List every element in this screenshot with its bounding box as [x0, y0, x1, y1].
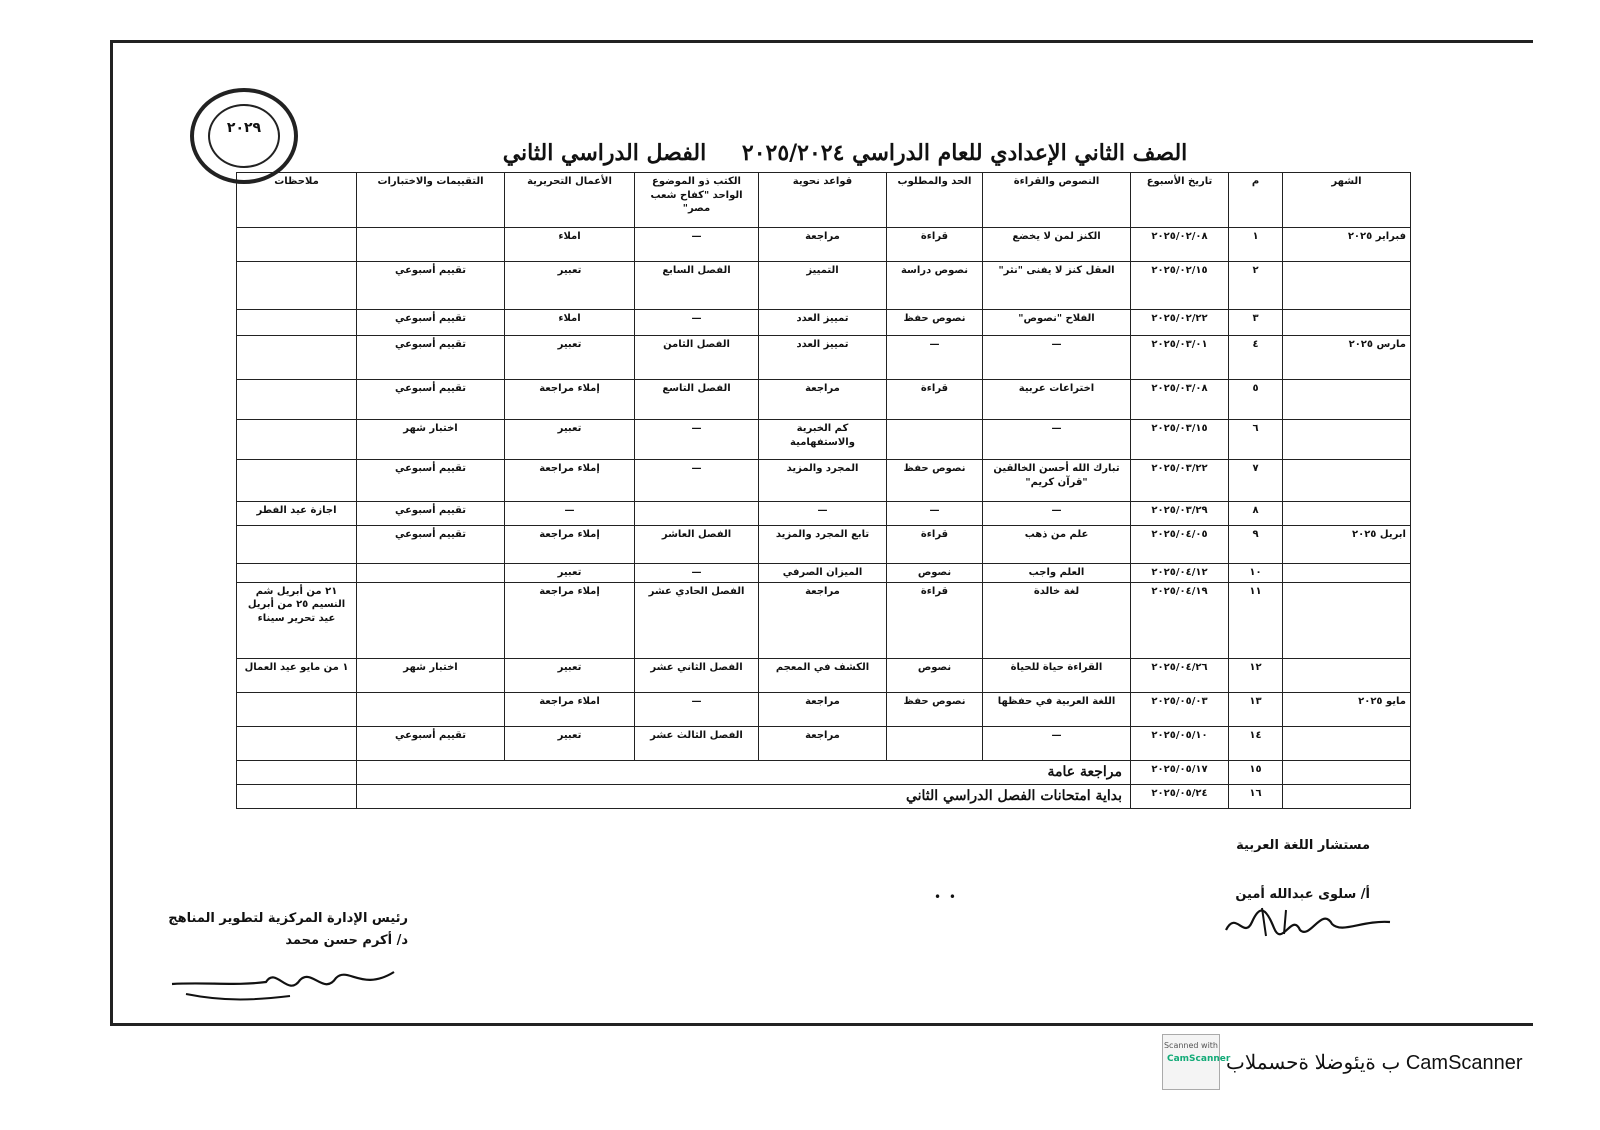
col-header-date: تاريخ الأسبوع	[1131, 173, 1229, 228]
cell-num: ١٤	[1229, 726, 1283, 760]
cell-notes	[237, 760, 357, 784]
cell-month	[1283, 582, 1411, 658]
cell-writing: —	[505, 502, 635, 526]
cell-month: ابريل ٢٠٢٥	[1283, 526, 1411, 564]
cell-required: نصوص	[887, 658, 983, 692]
cell-writing: إملاء مراجعة	[505, 460, 635, 502]
cell-texts: —	[983, 726, 1131, 760]
cell-grammar: الكشف في المعجم	[759, 658, 887, 692]
table-row-summary	[237, 784, 1411, 808]
cell-month	[1283, 502, 1411, 526]
camscanner-logo-icon	[1162, 1034, 1231, 1090]
cell-required: قراءة	[887, 582, 983, 658]
cell-date: ٢٠٢٥/٠٢/١٥	[1131, 262, 1229, 310]
cell-assessment: تقييم أسبوعي	[357, 380, 505, 420]
col-header-notes: ملاحظات	[237, 173, 357, 228]
cell-assessment: تقييم أسبوعي	[357, 310, 505, 336]
cell-grammar: المجرد والمزيد	[759, 460, 887, 502]
cell-grammar: تابع المجرد والمزيد	[759, 526, 887, 564]
cell-num: ١٣	[1229, 692, 1283, 726]
cell-date: ٢٠٢٥/٠٥/١٠	[1131, 726, 1229, 760]
cell-date: ٢٠٢٥/٠٣/٠٨	[1131, 380, 1229, 420]
cell-date: ٢٠٢٥/٠٤/١٩	[1131, 582, 1229, 658]
col-header-assessment: التقييمات والاختبارات	[357, 173, 505, 228]
cell-required	[887, 420, 983, 460]
cell-book: الفصل التاسع	[635, 380, 759, 420]
cell-date: ٢٠٢٥/٠٣/٢٩	[1131, 502, 1229, 526]
cell-date: ٢٠٢٥/٠٤/١٢	[1131, 564, 1229, 583]
cell-writing: تعبير	[505, 262, 635, 310]
cell-date: ٢٠٢٥/٠٥/٢٤	[1131, 784, 1229, 808]
cell-required: نصوص دراسة	[887, 262, 983, 310]
cell-required: قراءة	[887, 380, 983, 420]
table-row	[237, 228, 1411, 262]
cell-grammar: الميزان الصرفي	[759, 564, 887, 583]
cell-texts: اختراعات عربية	[983, 380, 1131, 420]
cell-writing: تعبير	[505, 658, 635, 692]
cell-required: نصوص حفظ	[887, 460, 983, 502]
cell-date: ٢٠٢٥/٠٣/١٥	[1131, 420, 1229, 460]
table-row	[237, 310, 1411, 336]
cell-grammar: مراجعة	[759, 228, 887, 262]
cell-month	[1283, 310, 1411, 336]
cell-assessment	[357, 582, 505, 658]
cell-num: ١٦	[1229, 784, 1283, 808]
cell-notes	[237, 692, 357, 726]
cell-grammar: مراجعة	[759, 726, 887, 760]
cell-writing: تعبير	[505, 726, 635, 760]
cell-num: ٥	[1229, 380, 1283, 420]
cell-month: مايو ٢٠٢٥	[1283, 692, 1411, 726]
cell-assessment: تقييم أسبوعي	[357, 262, 505, 310]
cell-month	[1283, 262, 1411, 310]
col-header-month: الشهر	[1283, 173, 1411, 228]
cell-assessment	[357, 228, 505, 262]
cell-grammar: تمييز العدد	[759, 310, 887, 336]
cell-assessment: تقييم أسبوعي	[357, 502, 505, 526]
table-row	[237, 692, 1411, 726]
cell-assessment: اختبار شهر	[357, 420, 505, 460]
cell-texts: القراءة حياة للحياة	[983, 658, 1131, 692]
camscanner-badge: CamScanner	[1167, 1054, 1231, 1064]
cell-writing: املاء	[505, 310, 635, 336]
cell-month	[1283, 760, 1411, 784]
scanned-with-label: Scanned with	[1163, 1041, 1219, 1050]
cell-month	[1283, 784, 1411, 808]
cell-num: ٢	[1229, 262, 1283, 310]
cell-book: الفصل الثالث عشر	[635, 726, 759, 760]
col-header-writing: الأعمال التحريرية	[505, 173, 635, 228]
curriculum-table	[236, 172, 1411, 809]
cell-month	[1283, 420, 1411, 460]
cell-grammar: مراجعة	[759, 582, 887, 658]
cell-texts: العلم واجب	[983, 564, 1131, 583]
cell-notes	[237, 564, 357, 583]
cell-required: نصوص	[887, 564, 983, 583]
cell-required: نصوص حفظ	[887, 692, 983, 726]
table-row	[237, 526, 1411, 564]
title-term: الفصل الدراسي الثاني	[502, 140, 707, 166]
table-row	[237, 460, 1411, 502]
table-row	[237, 658, 1411, 692]
cell-grammar: —	[759, 502, 887, 526]
cell-num: ١٢	[1229, 658, 1283, 692]
cell-texts: الكنز لمن لا يخضع	[983, 228, 1131, 262]
cell-month	[1283, 460, 1411, 502]
cell-num: ١٠	[1229, 564, 1283, 583]
curriculum-director-signature-block	[168, 908, 408, 952]
cell-required: قراءة	[887, 526, 983, 564]
cell-grammar: مراجعة	[759, 380, 887, 420]
col-header-texts: النصوص والقراءة	[983, 173, 1131, 228]
advisor-title: مستشار اللغة العربية	[1236, 838, 1370, 853]
cell-num: ٦	[1229, 420, 1283, 460]
cell-required: —	[887, 502, 983, 526]
cell-book: الفصل الحادي عشر	[635, 582, 759, 658]
cell-texts: —	[983, 420, 1131, 460]
advisor-handwritten-signature	[1222, 900, 1394, 944]
cell-texts: الفلاح "نصوص"	[983, 310, 1131, 336]
cell-required: قراءة	[887, 228, 983, 262]
cell-date: ٢٠٢٥/٠٢/٢٢	[1131, 310, 1229, 336]
cell-texts: العقل كنز لا يفنى "نثر"	[983, 262, 1131, 310]
cell-notes: ١ من مايو عيد العمال	[237, 658, 357, 692]
cell-month: مارس ٢٠٢٥	[1283, 336, 1411, 380]
title-grade-year: الصف الثاني الإعدادي للعام الدراسي ٢٠٢٥/٢٠٢٤	[741, 140, 1188, 166]
table-row	[237, 336, 1411, 380]
cell-summary-text: بداية امتحانات الفصل الدراسي الثاني	[357, 784, 1131, 808]
cell-grammar: التمييز	[759, 262, 887, 310]
cell-book: الفصل الثاني عشر	[635, 658, 759, 692]
cell-date: ٢٠٢٥/٠٣/٠١	[1131, 336, 1229, 380]
cell-writing: تعبير	[505, 564, 635, 583]
cell-book: —	[635, 564, 759, 583]
cell-num: ٩	[1229, 526, 1283, 564]
col-header-book: الكتب ذو الموضوع الواحد "كفاح شعب مصر"	[635, 173, 759, 228]
cell-texts: —	[983, 336, 1131, 380]
cell-required: نصوص حفظ	[887, 310, 983, 336]
cell-notes	[237, 310, 357, 336]
table-row	[237, 262, 1411, 310]
cell-required	[887, 726, 983, 760]
cell-texts: علم من ذهب	[983, 526, 1131, 564]
cell-notes	[237, 262, 357, 310]
cell-book: —	[635, 310, 759, 336]
cell-notes	[237, 336, 357, 380]
col-header-grammar: قواعد نحوية	[759, 173, 887, 228]
cell-num: ٧	[1229, 460, 1283, 502]
director-name: د/ أكرم حسن محمد	[285, 933, 408, 949]
cell-notes	[237, 784, 357, 808]
cell-writing: إملاء مراجعة	[505, 526, 635, 564]
cell-writing: تعبير	[505, 336, 635, 380]
cell-notes	[237, 420, 357, 460]
cell-assessment: اختبار شهر	[357, 658, 505, 692]
cell-num: ٤	[1229, 336, 1283, 380]
cell-texts: تبارك الله أحسن الخالقين "قرآن كريم"	[983, 460, 1131, 502]
cell-assessment: تقييم أسبوعي	[357, 460, 505, 502]
cell-book: الفصل العاشر	[635, 526, 759, 564]
table-row	[237, 420, 1411, 460]
cell-num: ٨	[1229, 502, 1283, 526]
cell-book: —	[635, 228, 759, 262]
cell-date: ٢٠٢٥/٠٤/٠٥	[1131, 526, 1229, 564]
cell-assessment: تقييم أسبوعي	[357, 336, 505, 380]
cell-assessment: تقييم أسبوعي	[357, 526, 505, 564]
col-header-num: م	[1229, 173, 1283, 228]
cell-writing: املاء	[505, 228, 635, 262]
table-row	[237, 380, 1411, 420]
col-header-required: الحد والمطلوب	[887, 173, 983, 228]
cell-month	[1283, 564, 1411, 583]
cell-grammar: كم الخبرية والاستفهامية	[759, 420, 887, 460]
cell-month	[1283, 658, 1411, 692]
table-row-summary	[237, 760, 1411, 784]
cell-month: فبراير ٢٠٢٥	[1283, 228, 1411, 262]
table-row	[237, 726, 1411, 760]
scan-dots: • •	[934, 890, 958, 904]
cell-book: —	[635, 692, 759, 726]
cell-grammar: مراجعة	[759, 692, 887, 726]
cell-num: ٣	[1229, 310, 1283, 336]
cell-summary-text: مراجعة عامة	[357, 760, 1131, 784]
director-title: رئيس الإدارة المركزية لتطوير المناهج	[168, 911, 408, 926]
table-row	[237, 502, 1411, 526]
cell-notes: ٢١ من أبريل شم النسيم ٢٥ من أبريل عيد تحرير سيناء	[237, 582, 357, 658]
cell-book	[635, 502, 759, 526]
cell-book: الفصل السابع	[635, 262, 759, 310]
table-header-row	[237, 173, 1411, 228]
cell-notes	[237, 380, 357, 420]
page-title	[450, 140, 1240, 166]
cell-num: ١	[1229, 228, 1283, 262]
cell-notes	[237, 228, 357, 262]
cell-date: ٢٠٢٥/٠٥/٠٣	[1131, 692, 1229, 726]
cell-texts: —	[983, 502, 1131, 526]
advisor-name: أ/ سلوى عبدالله أمين	[1235, 887, 1370, 902]
cell-date: ٢٠٢٥/٠٢/٠٨	[1131, 228, 1229, 262]
cell-month	[1283, 726, 1411, 760]
cell-writing: تعبير	[505, 420, 635, 460]
cell-assessment: تقييم أسبوعي	[357, 726, 505, 760]
table-row	[237, 564, 1411, 583]
cell-month	[1283, 380, 1411, 420]
cell-texts: لغة خالدة	[983, 582, 1131, 658]
cell-writing: إملاء مراجعة	[505, 380, 635, 420]
cell-notes	[237, 526, 357, 564]
cell-date: ٢٠٢٥/٠٣/٢٢	[1131, 460, 1229, 502]
cell-date: ٢٠٢٥/٠٤/٢٦	[1131, 658, 1229, 692]
cell-book: —	[635, 460, 759, 502]
cell-notes	[237, 726, 357, 760]
cell-date: ٢٠٢٥/٠٥/١٧	[1131, 760, 1229, 784]
cell-book: الفصل الثامن	[635, 336, 759, 380]
cell-texts: اللغة العربية في حفظها	[983, 692, 1131, 726]
cell-notes: اجازة عيد الفطر	[237, 502, 357, 526]
cell-grammar: تمييز العدد	[759, 336, 887, 380]
cell-num: ١١	[1229, 582, 1283, 658]
director-handwritten-signature	[166, 962, 398, 1006]
cell-writing: إملاء مراجعة	[505, 582, 635, 658]
cell-writing: املاء مراجعة	[505, 692, 635, 726]
table-row	[237, 582, 1411, 658]
cell-required: —	[887, 336, 983, 380]
arabic-advisor-signature-block	[1180, 838, 1370, 902]
ministry-seal-icon: ٢٠٢٩	[190, 88, 298, 184]
cell-assessment	[357, 692, 505, 726]
cell-num: ١٥	[1229, 760, 1283, 784]
camscanner-footer-text: CamScanner ب ةيئوضلا ةحسملاب	[1226, 1052, 1523, 1074]
cell-notes	[237, 460, 357, 502]
cell-book: —	[635, 420, 759, 460]
cell-assessment	[357, 564, 505, 583]
